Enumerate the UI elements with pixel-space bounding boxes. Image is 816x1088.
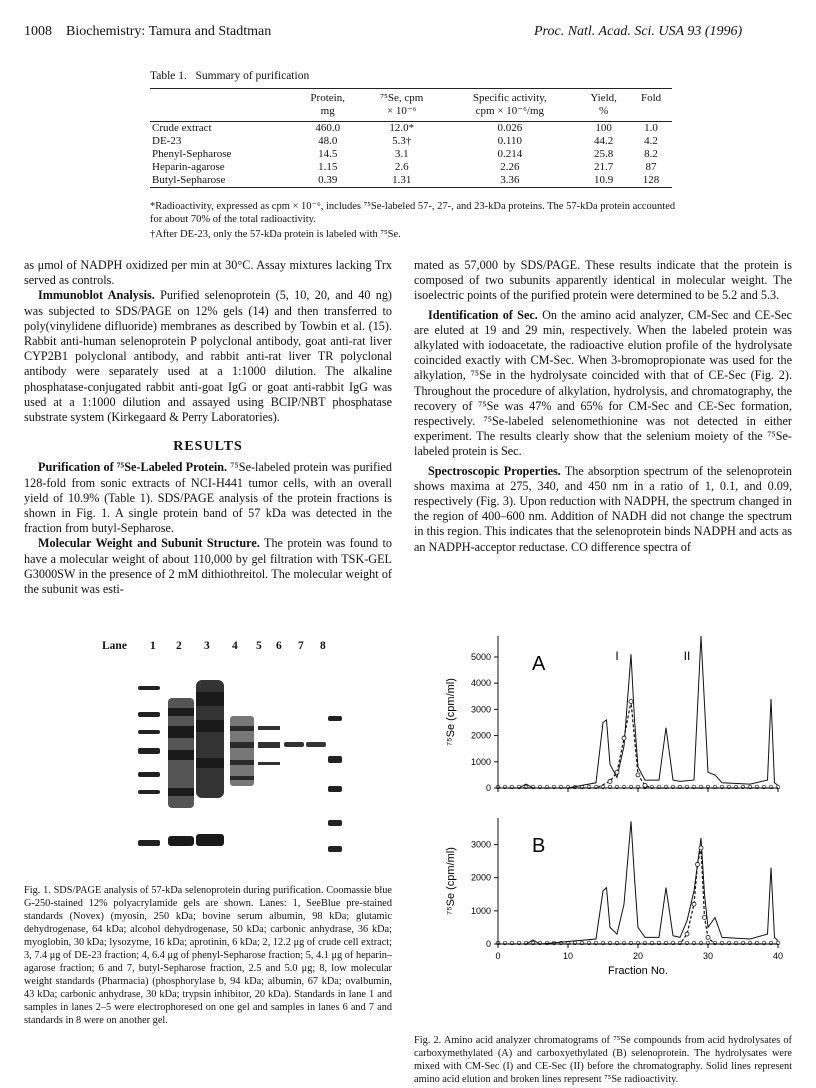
peak-label-I: I — [615, 649, 619, 663]
y-tick-label: 2000 — [470, 730, 491, 741]
table-cell: 3.36 — [500, 174, 520, 186]
column-header — [150, 89, 294, 122]
paragraph — [24, 536, 392, 597]
lane-label: 4 — [232, 640, 238, 652]
y-tick-label: 3000 — [470, 839, 491, 850]
paragraph — [24, 288, 392, 425]
paragraph-text: The absorption spectrum of the selenoprotein shows maxima at 275, 340, and 450 nm in a ratio of 1, 0.1, and 0.09, respectively (Fig. 3). Upon reduction with NADPH, the spectrum changed in the region of 400–600 nm. Addition of NADH did not change the spectrum in this region. This indicates that the selenoprotein binds NADPH and acts as an NADPH-acceptor reductase. CO difference spectra of — [414, 463, 792, 554]
results-heading: RESULTS — [173, 439, 243, 455]
y-axis-label: ⁷⁵Se (cpm/ml) — [445, 847, 457, 915]
column-header: Fold — [640, 92, 662, 104]
table-cell: 14.5 — [318, 148, 338, 160]
section-heading: Spectroscopic Properties. — [428, 463, 561, 478]
y-tick-label: 1000 — [470, 905, 491, 916]
peak-label-II: II — [683, 649, 691, 663]
lane-label: 5 — [256, 640, 262, 652]
lane-4-bands — [230, 716, 254, 786]
lane-label: 6 — [276, 640, 282, 652]
table-cell: Heparin-agarose — [152, 161, 225, 173]
table-cell: DE-23 — [152, 135, 182, 147]
y-tick-label: 4000 — [470, 678, 491, 689]
paragraph — [414, 464, 792, 555]
y-tick-label: 0 — [485, 939, 491, 949]
column-header: Yield, % — [590, 92, 617, 117]
figure-1-caption: Fig. 1. SDS/PAGE analysis of 57-kDa selenoprotein during purification. Coomassie blue G-250-stained 12% polyacrylamide gels are shown. Lanes: 1, SeeBlue pre-stained standards (Novex) (myosin, 250 kDa; bovine serum albumin, 98 kDa; glutamic dehydrogenase, 64 kDa; alcohol dehydrogenase, 50 kDa; carbonic anhydrase, 36 kDa; myoglobin, 30 kDa; lysozyme, 16 kDa; aprotinin, 6 kDa; 2, 12.2 μg of crude cell extract; 3, 7.4 μg of DE-23 fraction; 4, 6.4 μg of phenyl-Sepharose fraction; 5, 4.1 μg of heparin–agarose fraction; 6 and 7, butyl-Sepharose fraction, 2.5 and 5.0 μg; 8, low molecular weight standards (Pharmacia) (phosphorylase b, 94 kDa; albumin, 67 kDa; ovalbumin, 43 kDa; carbonic anhydrase, 30 kDa; trypsin inhibitor, 20 kDa). Standards in lane 1 and samples in lanes 2–5 were electrophoresed on one gel and samples in lanes 6 and 7 and standards in 8 were on another gel. — [24, 885, 392, 1026]
column-header: ⁷⁵Se, cpm × 10⁻⁶ — [380, 92, 424, 117]
x-tick-label: 10 — [562, 951, 574, 961]
y-tick-label: 0 — [485, 783, 491, 793]
table-cell: 0.110 — [497, 135, 523, 147]
paragraph-text: The protein was found to have a molecular weight of about 110,000 by gel filtration with TSK-GEL G3000SW in the presence of 2 mM dithiothreitol. The molecular weight of the subunit was esti- — [24, 536, 393, 597]
table-cell: 12.0* — [389, 122, 415, 134]
running-head: 1008 Biochemistry: Tamura and Stadtman — [24, 24, 272, 39]
table-cell: 100 — [595, 122, 612, 134]
table-cell: 5.3† — [392, 135, 412, 147]
purification-table — [150, 88, 672, 188]
x-tick-label: 40 — [772, 951, 784, 961]
figure-2-caption: Fig. 2. Amino acid analyzer chromatograms of ⁷⁵Se compounds from acid hydrolysates of carboxymethylated (A) and carboxyethylated (B) selenoprotein. The hydrolysates were mixed with CM-Sec (I) and CE-Sec (II) before the chromatography. Solid lines represent amino acid elution and broken lines represent ⁷⁵Se radioactivity. — [414, 1035, 792, 1085]
table-cell: 3.1 — [394, 148, 409, 160]
data-point — [629, 700, 633, 704]
table-cell: 4.2 — [644, 135, 658, 147]
table-cell: Butyl-Sepharose — [152, 174, 226, 186]
panel-label: B — [532, 835, 546, 857]
paragraph-text: ⁷⁵Se-labeled protein was purified 128-fold from sonic extracts of NCI-H441 tumor cells, with an overall yield of 10.9% (Table 1). SDS/PAGE analysis of the protein fractions is shown in Fig. 1. A single protein band of 57 kDa was detected in the fraction from butyl-Sepharose. — [24, 460, 392, 536]
paragraph-text: On the amino acid analyzer, CM-Sec and CE-Sec are eluted at 19 and 29 min, respectively. When the labeled protein was alkylated with iodoacetate, the radioactive elution profile of the hydrolysate coincided exactly with CM-Sec. When 3-bromopropionate was used for the alkylation, ⁷⁵Se in the hydrolysate coincided with that of CE-Sec (Fig. 2). Throughout the procedure of alkylation, hydrolysis, and chromatography, the recovery of ⁷⁵Se was 47% and 65% for CM-Sec and CE-Sec formation, respectively. ⁷⁵Se-labeled selenomethionine was not detected in either experiment. The results clearly show that the selenium moiety of the ⁷⁵Se-labeled protein is Sec. — [414, 307, 792, 459]
y-tick-label: 5000 — [470, 651, 491, 662]
lane-6-band — [284, 742, 304, 747]
paragraph: mated as 57,000 by SDS/PAGE. These results indicate that the protein is composed of two subunits apparently identical in molecular weight. The isoelectric points of the purified protein were determined to be 5.2 and 5.3. — [414, 258, 792, 303]
x-tick-label: 30 — [702, 951, 714, 961]
table-cell: 1.15 — [318, 161, 338, 173]
table-cell: Crude extract — [152, 122, 212, 134]
table-cell: Phenyl-Sepharose — [152, 148, 232, 160]
column-header: Protein, mg — [310, 92, 345, 117]
y-tick-label: 1000 — [470, 756, 491, 767]
x-axis-label: Fraction No. — [608, 965, 668, 977]
data-point — [685, 932, 689, 936]
lane-label: 8 — [320, 640, 326, 652]
lane-7-band — [306, 742, 326, 747]
data-point — [636, 773, 640, 777]
table-cell: 1.0 — [644, 122, 658, 134]
y-tick-label: 3000 — [470, 704, 491, 715]
table-cell: 2.26 — [500, 161, 520, 173]
table-row — [150, 161, 672, 174]
table-cell: 0.026 — [497, 122, 523, 134]
table-cell: 128 — [642, 174, 660, 186]
table-row — [150, 148, 672, 161]
table-cell: 48.0 — [318, 135, 338, 147]
paragraph: as μmol of NADPH oxidized per min at 30°C. Assay mixtures lacking Trx served as controls. — [24, 258, 392, 288]
column-header: Specific activity, cpm × 10⁻⁶/mg — [472, 92, 547, 117]
radioactivity-line — [498, 848, 778, 944]
data-point — [615, 770, 619, 774]
table-cell: 0.39 — [318, 174, 338, 186]
section-heading: Identification of Sec. — [428, 307, 538, 322]
data-point — [706, 935, 710, 939]
lane-label: 1 — [150, 640, 156, 652]
right-column — [414, 258, 792, 555]
table-row — [150, 122, 672, 136]
table-cell: 44.2 — [594, 135, 614, 147]
table-header-row — [150, 89, 672, 122]
paragraph-text: Purified selenoprotein (5, 10, 20, and 40 ng) was subjected to SDS/PAGE on 12% gels (14) and then transferred to poly(vinylidene difluoride) membranes as described by Towbin et al. (15). Rabbit anti-human selenoprotein P polyclonal antibody, goat anti-rat liver CYP2B1 polyclonal antibody, and rabbit anti-rat liver TR polyclonal antibody were separately used at a 1:1000 dilution. The alkaline phosphatase-conjugated rabbit anti-goat IgG or goat anti-rabbit IgG was used at a 1:1000 dilution and assayed using BCIP/NBT phosphatase substrate system (Kirkegaard & Perry Laboratories). — [24, 288, 392, 425]
table-cell: 2.6 — [394, 161, 409, 173]
section-heading: Immunoblot Analysis. — [38, 288, 155, 303]
sds-page-gel — [132, 668, 342, 878]
y-tick-label: 2000 — [470, 872, 491, 883]
table-footnote-2: †After DE-23, only the 57-kDa protein is labeled with ⁷⁵Se. — [150, 229, 401, 240]
data-point — [696, 862, 700, 866]
table-cell: 8.2 — [644, 148, 658, 160]
data-point — [608, 779, 612, 783]
lane-label: 3 — [204, 640, 210, 652]
data-point — [643, 783, 647, 787]
y-axis-label: ⁷⁵Se (cpm/ml) — [445, 678, 457, 746]
table-cell: 25.8 — [594, 148, 614, 160]
journal-citation: Proc. Natl. Acad. Sci. USA 93 (1996) — [534, 24, 743, 39]
data-point — [692, 902, 696, 906]
table-cell: 21.7 — [594, 161, 614, 173]
data-point — [699, 846, 703, 850]
lane-label: 2 — [176, 640, 182, 652]
table-row — [150, 135, 672, 148]
data-point — [622, 736, 626, 740]
section-heading: Purification of ⁷⁵Se-Labeled Protein. — [38, 460, 228, 475]
panel-label: A — [532, 653, 546, 675]
paragraph — [414, 308, 792, 460]
data-point — [703, 915, 707, 919]
table-cell: 10.9 — [594, 174, 614, 186]
lane-title: Lane — [102, 640, 127, 652]
table-cell: 1.31 — [392, 174, 412, 186]
table-footnote-1: *Radioactivity, expressed as cpm × 10⁻⁶, includes ⁷⁵Se-labeled 57-, 27-, and 23-kDa proteins. The 57-kDa protein accounted for about 70% of the total radioactivity. — [150, 201, 676, 225]
chromatogram-figure — [440, 628, 800, 1032]
section-heading: Molecular Weight and Subunit Structure. — [38, 536, 260, 551]
x-tick-label: 20 — [632, 951, 644, 961]
table-caption: Table 1. Summary of purification — [150, 70, 310, 82]
table-cell: 87 — [645, 161, 657, 173]
table-cell: 0.214 — [497, 148, 523, 160]
left-column — [24, 258, 392, 597]
table-cell: 460.0 — [315, 122, 341, 134]
paragraph — [24, 460, 392, 536]
x-tick-label: 0 — [495, 951, 501, 961]
lane-label: 7 — [298, 640, 304, 652]
table-row — [150, 174, 672, 188]
